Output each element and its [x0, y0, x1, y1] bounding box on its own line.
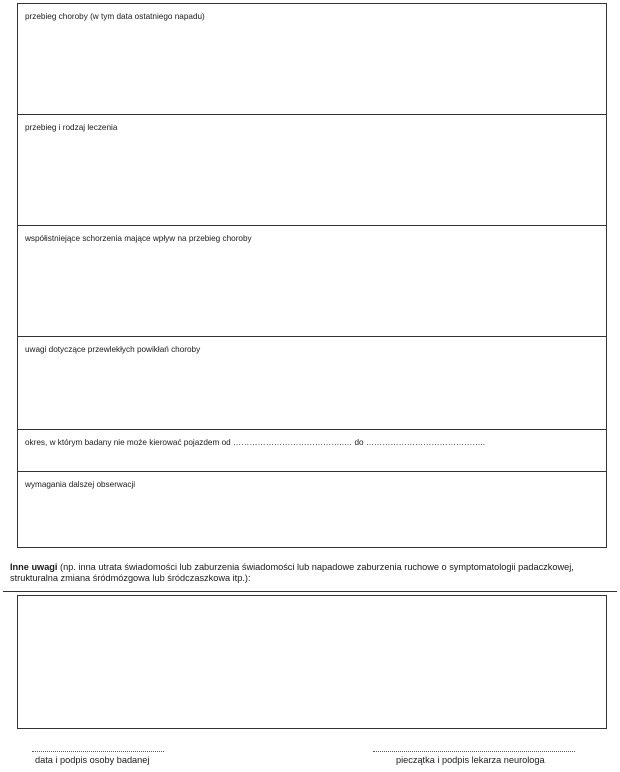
driving-ban-mid: do	[354, 438, 364, 447]
observation-label: wymagania dalszej obserwacji	[25, 480, 136, 489]
form-row-disease-course[interactable]	[18, 4, 606, 115]
section-divider	[3, 591, 617, 592]
other-notes-title: Inne uwagi	[10, 562, 58, 572]
patient-signature-block[interactable]	[32, 751, 164, 769]
form-row-treatment[interactable]	[18, 115, 606, 226]
comorbidities-label: współistniejące schorzenia mające wpływ na przebieg choroby	[25, 234, 252, 243]
form-row-complications[interactable]	[18, 337, 606, 430]
other-notes-description: (np. inna utrata świadomości lub zaburzenia świadomości lub napadowe zaburzenia ruchowe o symptomatologii padaczkowej, strukturalna zmiana śródmózgowa lub śródczaszkowa itp.):	[10, 562, 574, 583]
driving-ban-label	[25, 438, 485, 448]
form-row-observation[interactable]	[18, 472, 606, 549]
doctor-signature-line	[373, 751, 575, 752]
other-notes-heading	[10, 562, 600, 584]
form-row-comorbidities[interactable]	[18, 226, 606, 337]
doctor-signature-caption: pieczątka i podpis lekarza neurologa	[396, 755, 545, 765]
doctor-signature-block[interactable]	[373, 751, 575, 769]
other-notes-box[interactable]	[17, 595, 607, 729]
medical-form-table	[17, 3, 607, 548]
patient-signature-line	[32, 751, 164, 752]
date-from-field[interactable]: …………………………………..…	[232, 438, 353, 447]
driving-ban-prefix: okres, w którym badany nie może kierować pojazdem od	[25, 438, 231, 447]
disease-course-label: przebieg choroby (w tym data ostatniego napadu)	[25, 12, 205, 21]
treatment-label: przebieg i rodzaj leczenia	[25, 123, 118, 132]
complications-label: uwagi dotyczące przewlekłych powikłań choroby	[25, 345, 201, 354]
form-row-driving-ban-period[interactable]	[18, 430, 606, 472]
date-to-field[interactable]: ……………………………………..	[365, 438, 486, 447]
patient-signature-caption: data i podpis osoby badanej	[35, 755, 150, 765]
